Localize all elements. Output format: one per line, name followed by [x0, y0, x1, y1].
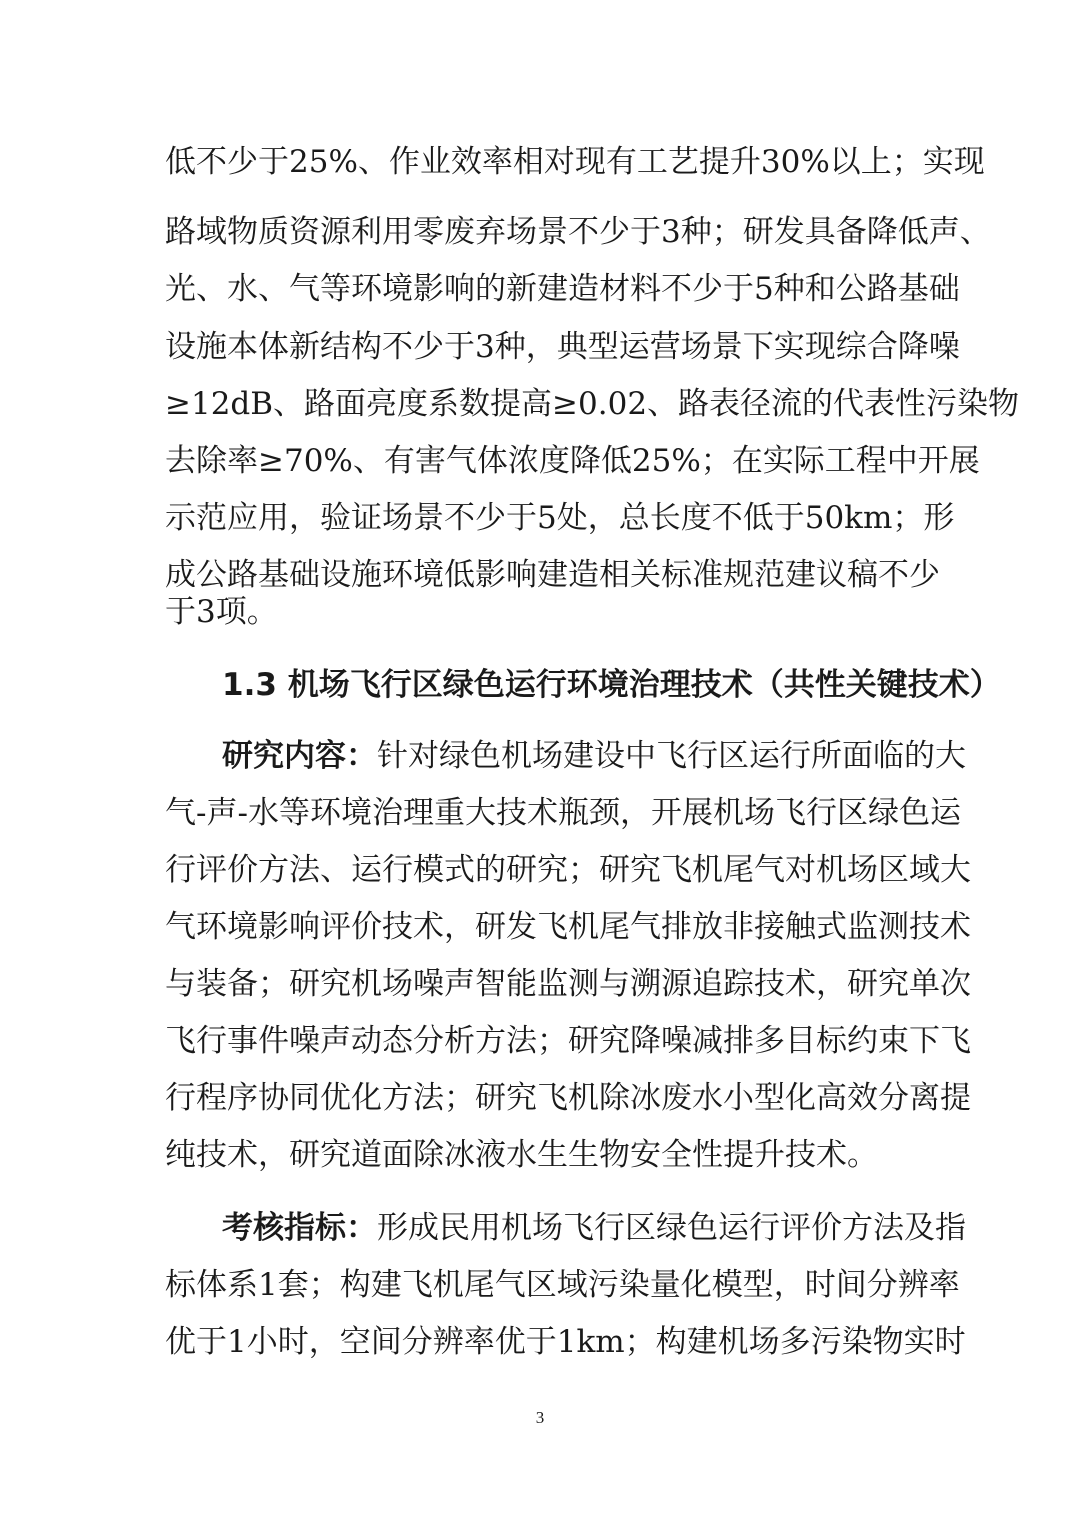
research-content-first-line [222, 736, 966, 776]
assessment-first-line [222, 1208, 966, 1248]
paragraph-line: 光、水、气等环境影响的新建造材料不少于5种和公路基础 [165, 271, 960, 307]
paragraph-line: 气环境影响评价技术，研发飞机尾气排放非接触式监测技术 [165, 909, 971, 945]
paragraph-line: 示范应用，验证场景不少于5处，总长度不低于50km；形 [165, 500, 955, 536]
paragraph-line: 成公路基础设施环境低影响建造相关标准规范建议稿不少 [165, 557, 940, 593]
paragraph-line: 飞行事件噪声动态分析方法；研究降噪减排多目标约束下飞 [165, 1023, 971, 1059]
research-content-label: 研究内容： [222, 738, 377, 774]
paragraph-line: 路域物质资源利用零废弃场景不少于3种；研发具备降低声、 [165, 214, 991, 250]
paragraph-line: 低不少于25%、作业效率相对现有工艺提升30%以上；实现 [165, 144, 985, 180]
paragraph-line: ≥12dB、路面亮度系数提高≥0.02、路表径流的代表性污染物 [165, 386, 1020, 422]
paragraph-line: 行程序协同优化方法；研究飞机除冰废水小型化高效分离提 [165, 1080, 971, 1116]
assessment-text: 形成民用机场飞行区绿色运行评价方法及指 [377, 1210, 966, 1246]
page-number: 3 [535, 1408, 545, 1427]
paragraph-line: 纯技术，研究道面除冰液水生生物安全性提升技术。 [165, 1137, 878, 1173]
section-heading: 1.3 机场飞行区绿色运行环境治理技术（共性关键技术） [222, 667, 1001, 703]
paragraph-line: 标体系1套；构建飞机尾气区域污染量化模型，时间分辨率 [165, 1267, 960, 1303]
paragraph-line: 优于1小时，空间分辨率优于1km；构建机场多污染物实时 [165, 1324, 966, 1360]
paragraph-line: 行评价方法、运行模式的研究；研究飞机尾气对机场区域大 [165, 852, 971, 888]
paragraph-line: 设施本体新结构不少于3种，典型运营场景下实现综合降噪 [165, 329, 960, 365]
paragraph-line: 与装备；研究机场噪声智能监测与溯源追踪技术，研究单次 [165, 966, 971, 1002]
paragraph-line: 去除率≥70%、有害气体浓度降低25%；在实际工程中开展 [165, 443, 980, 479]
paragraph-line: 气-声-水等环境治理重大技术瓶颈，开展机场飞行区绿色运 [165, 795, 961, 831]
assessment-label: 考核指标： [222, 1210, 377, 1246]
research-content-text: 针对绿色机场建设中飞行区运行所面临的大 [377, 738, 966, 774]
paragraph-line: 于3项。 [165, 594, 278, 630]
